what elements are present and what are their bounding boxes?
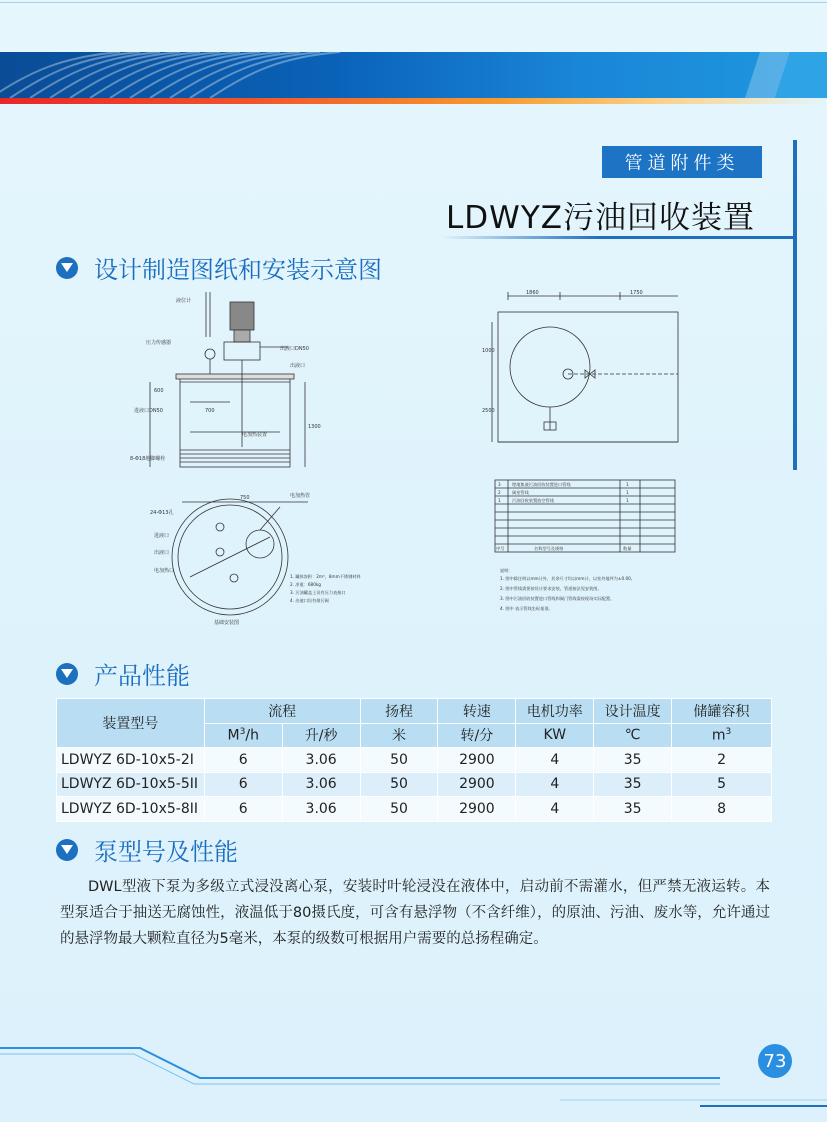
page-number: 73 [758,1044,792,1078]
section-pump-heading [56,832,238,867]
cell-head: 50 [360,772,438,797]
unit-head: 米 [360,723,438,748]
svg-text:出液口: 出液口 [154,550,170,556]
svg-text:600: 600 [154,388,164,394]
cell-speed: 2900 [438,748,516,773]
unit-temp: ℃ [594,723,672,748]
svg-text:说明：: 说明： [500,568,513,573]
unit-power: KW [516,723,594,748]
cell-flow-ls: 3.06 [282,772,360,797]
header-banner [0,52,827,98]
cell-flow-ls: 3.06 [282,748,360,773]
table-header-row [57,699,772,724]
cell-temp: 35 [594,797,672,822]
header-volume: 储罐容积 [672,699,772,724]
svg-text:2. 图中管线需要按设计要求安装，管道接法见安装图。: 2. 图中管线需要按设计要求安装，管道接法见安装图。 [500,586,602,591]
svg-text:1750: 1750 [630,290,643,296]
section-performance-heading [56,656,190,691]
header-model: 装置型号 [57,699,205,748]
cell-model: LDWYZ 6D-10x5-5II [57,772,205,797]
pump-description: DWL型液下泵为多级立式浸没离心泵，安装时叶轮浸没在液体中，启动前不需灌水，但严禁无液运转。本型泵适合于抽送无腐蚀性，液温低于80摄氏度，可含有悬浮物（不含纤维），的原油、污油、废水等，允许通过的悬浮物最大颗粒直径为5毫米，本泵的级数可根据用户需要的总扬程确定。 [60,879,770,947]
svg-text:污油回收装置放空管线: 污油回收装置放空管线 [512,498,554,503]
svg-text:出液口DN50: 出液口DN50 [280,346,309,352]
section-title: 产品性能 [94,662,190,690]
cell-model: LDWYZ 6D-10x5-8II [57,797,205,822]
cell-flow-ls: 3.06 [282,797,360,822]
cell-power: 4 [516,748,594,773]
svg-text:1: 1 [626,482,629,487]
tank-elevation-drawing [150,292,305,467]
cell-speed: 2900 [438,797,516,822]
svg-text:2. 净重：680kg: 2. 净重：680kg [290,582,321,587]
svg-text:700: 700 [205,408,215,414]
section-title: 设计制造图纸和安装示意图 [94,256,382,284]
cell-power: 4 [516,797,594,822]
installation-drawings [130,282,690,632]
cell-speed: 2900 [438,772,516,797]
svg-text:进液口: 进液口 [154,533,170,539]
header-temp: 设计温度 [594,699,672,724]
site-plan-drawing [492,292,678,442]
table-row [57,772,772,797]
header-power: 电机功率 [516,699,594,724]
svg-text:3. 污油罐盖上设有压力表接口: 3. 污油罐盖上设有压力表接口 [290,590,346,595]
svg-text:数量: 数量 [623,546,632,551]
svg-text:8-Φ18地脚螺栓: 8-Φ18地脚螺栓 [130,456,166,462]
svg-text:750: 750 [240,495,250,501]
svg-text:3: 3 [498,482,501,487]
section-title: 泵型号及性能 [94,838,238,866]
chevron-down-icon [56,839,78,861]
svg-text:1: 1 [626,490,629,495]
cell-flow-m3h: 6 [204,772,282,797]
svg-text:2500: 2500 [482,408,495,414]
unit-flow-ls: 升/秒 [282,723,360,748]
color-stripe [0,98,827,104]
header-head: 扬程 [360,699,438,724]
svg-text:1860: 1860 [526,290,539,296]
svg-text:基础安装图: 基础安装图 [214,620,240,626]
svg-text:1000: 1000 [482,348,495,354]
cell-head: 50 [360,748,438,773]
svg-text:1300: 1300 [308,424,321,430]
svg-text:1. 罐体容积：2m³，8mm不锈钢材料: 1. 罐体容积：2m³，8mm不锈钢材料 [290,574,361,579]
cell-temp: 35 [594,748,672,773]
svg-text:埋地集液污油回收装置进口管线: 埋地集液污油回收装置进口管线 [512,482,571,487]
svg-text:压力传感器: 压力传感器 [146,340,172,346]
svg-text:1: 1 [626,498,629,503]
cell-power: 4 [516,772,594,797]
cell-flow-m3h: 6 [204,748,282,773]
footer-decoration [0,1040,827,1122]
svg-text:电加热口: 电加热口 [154,568,175,574]
unit-volume: $m^3$ [672,723,772,748]
svg-text:液位计: 液位计 [176,298,192,304]
svg-text:阀室管线: 阀室管线 [512,490,529,495]
cell-model: LDWYZ 6D-10x5-2I [57,748,205,773]
section-drawings-heading [56,250,382,285]
svg-text:4. 出液口设有排污阀: 4. 出液口设有排污阀 [290,598,329,603]
svg-text:1: 1 [498,498,501,503]
svg-text:4. 图中 表示管线坐标基准。: 4. 图中 表示管线坐标基准。 [500,606,553,611]
cell-head: 50 [360,797,438,822]
chevron-down-icon [56,663,78,685]
cell-volume: 5 [672,772,772,797]
unit-speed: 转/分 [438,723,516,748]
top-border-line [0,2,827,32]
svg-text:名称型号及规格: 名称型号及规格 [534,546,564,551]
svg-text:序号: 序号 [496,546,505,551]
title-underline [440,236,797,239]
product-title: LDWYZ污油回收装置 [446,200,755,236]
tank-plan-drawing [172,499,308,615]
cell-flow-m3h: 6 [204,797,282,822]
cell-volume: 8 [672,797,772,822]
table-row [57,748,772,773]
svg-text:3. 图中污油回收装置进口管线和阀门管线需按现场实际配置。: 3. 图中污油回收装置进口管线和阀门管线需按现场实际配置。 [500,596,615,601]
header-speed: 转速 [438,699,516,724]
table-row [57,797,772,822]
cell-temp: 35 [594,772,672,797]
svg-text:1. 图中除注明以mm计外，其余尺寸均以mm计，以室外地坪为: 1. 图中除注明以mm计外，其余尺寸均以mm计，以室外地坪为±0.00。 [500,576,635,581]
title-vertical-rule [793,140,797,470]
svg-text:出液口: 出液口 [290,363,306,369]
svg-text:24-Φ13孔: 24-Φ13孔 [150,510,174,516]
chevron-down-icon [56,257,78,279]
performance-table [56,698,772,822]
svg-text:2: 2 [498,490,501,495]
svg-text:电加热管: 电加热管 [290,493,311,499]
svg-text:进液口DN50: 进液口DN50 [134,408,163,414]
svg-text:电加热装置: 电加热装置 [242,432,268,438]
header-flow: 流程 [204,699,360,724]
category-badge: 管道附件类 [602,146,762,178]
unit-flow-m3h: $M^3/h$ [204,723,282,748]
cell-volume: 2 [672,748,772,773]
